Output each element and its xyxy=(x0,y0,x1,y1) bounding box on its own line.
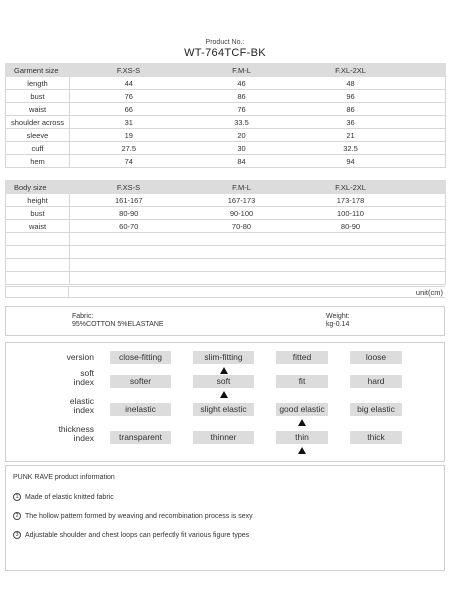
fabric-label: Fabric: xyxy=(72,313,94,320)
unit-row xyxy=(5,286,445,298)
info-item-number: 1 xyxy=(13,493,21,501)
info-item-number: 3 xyxy=(13,531,21,539)
empty-cell xyxy=(6,272,70,285)
measure-value: 44 xyxy=(70,77,188,90)
selected-marker-icon xyxy=(298,419,306,426)
empty-cell xyxy=(406,272,446,285)
property-option: thinner xyxy=(193,431,254,444)
info-item-text: The hollow pattern formed by weaving and recombination process is sexy xyxy=(25,512,253,520)
info-item-number: 2 xyxy=(13,512,21,520)
row-filler xyxy=(406,194,446,207)
table-header-row xyxy=(6,64,446,77)
info-item xyxy=(13,493,114,501)
table-row xyxy=(6,142,446,155)
garment-size-table xyxy=(5,63,446,168)
empty-cell xyxy=(296,259,406,272)
property-option: fitted xyxy=(276,351,328,364)
empty-cell xyxy=(296,272,406,285)
empty-cell xyxy=(188,246,296,259)
empty-row xyxy=(6,259,446,272)
info-item xyxy=(13,512,253,520)
empty-cell xyxy=(70,272,188,285)
table-row xyxy=(6,129,446,142)
selected-marker-icon xyxy=(298,447,306,454)
product-code: WT-764TCF-BK xyxy=(184,47,266,59)
size-header: F.XS-S xyxy=(70,181,188,194)
fabric-block xyxy=(72,313,164,329)
row-filler xyxy=(406,142,446,155)
empty-row xyxy=(6,272,446,285)
product-info-panel xyxy=(5,465,445,571)
table-header-row xyxy=(6,181,446,194)
empty-cell xyxy=(70,233,188,246)
measure-value: 86 xyxy=(188,90,296,103)
property-label-line: elastic xyxy=(69,396,94,406)
body-size-table xyxy=(5,180,446,285)
measure-value: 94 xyxy=(296,155,406,168)
empty-cell xyxy=(70,246,188,259)
empty-cell xyxy=(188,233,296,246)
measure-name: length xyxy=(6,77,70,90)
header-filler xyxy=(406,181,446,194)
empty-cell xyxy=(70,259,188,272)
info-item-text: Adjustable shoulder and chest loops can perfectly fit various figure types xyxy=(25,531,250,539)
row-filler xyxy=(406,220,446,233)
measure-name: bust xyxy=(6,90,70,103)
measure-name: shoulder across xyxy=(6,116,70,129)
empty-cell xyxy=(6,233,70,246)
measure-value: 86 xyxy=(296,103,406,116)
measure-value: 100-110 xyxy=(296,207,406,220)
empty-cell xyxy=(6,246,70,259)
product-no-label: Product No.: xyxy=(205,39,245,46)
property-label xyxy=(26,353,94,362)
fabric-value: 95%COTTON 5%ELASTANE xyxy=(72,321,164,328)
measure-value: 84 xyxy=(188,155,296,168)
property-label-line: index xyxy=(73,433,94,443)
property-option: big elastic xyxy=(350,403,402,416)
measure-value: 161-167 xyxy=(70,194,188,207)
size-header: F.XL-2XL xyxy=(296,64,406,77)
measure-value: 80-90 xyxy=(70,207,188,220)
measure-name: waist xyxy=(6,103,70,116)
weight-label: Weight: xyxy=(326,313,350,320)
property-option: fit xyxy=(276,375,328,388)
property-option: transparent xyxy=(110,431,171,444)
size-header: F.XS-S xyxy=(70,64,188,77)
property-label-line: soft xyxy=(80,368,94,378)
property-label-line: thickness xyxy=(58,424,94,434)
measure-value: 90-100 xyxy=(188,207,296,220)
measure-name: height xyxy=(6,194,70,207)
measure-name: bust xyxy=(6,207,70,220)
row-filler xyxy=(406,207,446,220)
empty-cell xyxy=(406,259,446,272)
row-filler xyxy=(406,116,446,129)
measure-name: cuff xyxy=(6,142,70,155)
measure-value: 21 xyxy=(296,129,406,142)
empty-cell xyxy=(188,259,296,272)
measure-value: 27.5 xyxy=(70,142,188,155)
property-option: close-fitting xyxy=(110,351,171,364)
table-row xyxy=(6,116,446,129)
empty-row xyxy=(6,246,446,259)
table-row xyxy=(6,194,446,207)
table-row xyxy=(6,220,446,233)
table-row xyxy=(6,155,446,168)
info-item-text: Made of elastic knitted fabric xyxy=(25,493,114,501)
property-label-line: index xyxy=(73,377,94,387)
empty-cell xyxy=(406,233,446,246)
empty-cell xyxy=(296,246,406,259)
measure-value: 31 xyxy=(70,116,188,129)
measure-value: 167-173 xyxy=(188,194,296,207)
property-label-line: version xyxy=(66,352,94,362)
table-header-title: Body size xyxy=(6,181,70,194)
property-option: loose xyxy=(350,351,402,364)
measure-name: waist xyxy=(6,220,70,233)
measure-value: 76 xyxy=(188,103,296,116)
empty-cell xyxy=(188,272,296,285)
info-title: PUNK RAVE product information xyxy=(13,474,115,481)
properties-panel xyxy=(5,342,445,462)
info-item xyxy=(13,531,249,539)
property-option: slim-fitting xyxy=(193,351,254,364)
property-option: inelastic xyxy=(110,403,171,416)
row-filler xyxy=(406,103,446,116)
table-row xyxy=(6,77,446,90)
selected-marker-icon xyxy=(220,391,228,398)
weight-block xyxy=(326,313,350,329)
measure-value: 36 xyxy=(296,116,406,129)
product-header xyxy=(0,38,450,60)
table-row xyxy=(6,103,446,116)
weight-value: kg-0.14 xyxy=(326,321,350,328)
measure-value: 33.5 xyxy=(188,116,296,129)
empty-cell xyxy=(296,233,406,246)
property-label xyxy=(26,369,94,387)
property-option: thin xyxy=(276,431,328,444)
size-header: F.M-L xyxy=(188,64,296,77)
measure-value: 30 xyxy=(188,142,296,155)
table-header-title: Garment size xyxy=(6,64,70,77)
row-filler xyxy=(406,155,446,168)
measure-value: 80-90 xyxy=(296,220,406,233)
property-option: softer xyxy=(110,375,171,388)
unit-label: unit(cm) xyxy=(415,288,443,297)
empty-cell xyxy=(6,259,70,272)
selected-marker-icon xyxy=(220,367,228,374)
measure-value: 32.5 xyxy=(296,142,406,155)
measure-value: 46 xyxy=(188,77,296,90)
size-header: F.M-L xyxy=(188,181,296,194)
measure-value: 48 xyxy=(296,77,406,90)
measure-value: 96 xyxy=(296,90,406,103)
property-option: soft xyxy=(193,375,254,388)
property-option: hard xyxy=(350,375,402,388)
table-row xyxy=(6,90,446,103)
measure-name: hem xyxy=(6,155,70,168)
measure-value: 173-178 xyxy=(296,194,406,207)
measure-value: 74 xyxy=(70,155,188,168)
unit-row-left-cell xyxy=(5,286,69,298)
property-label xyxy=(26,425,94,443)
property-option: slight elastic xyxy=(193,403,254,416)
measure-value: 70-80 xyxy=(188,220,296,233)
fabric-panel xyxy=(5,306,445,336)
measure-value: 20 xyxy=(188,129,296,142)
row-filler xyxy=(406,129,446,142)
header-filler xyxy=(406,64,446,77)
property-option: thick xyxy=(350,431,402,444)
empty-cell xyxy=(406,246,446,259)
property-option: good elastic xyxy=(276,403,328,416)
measure-value: 66 xyxy=(70,103,188,116)
measure-value: 76 xyxy=(70,90,188,103)
table-row xyxy=(6,207,446,220)
measure-value: 60-70 xyxy=(70,220,188,233)
empty-row xyxy=(6,233,446,246)
row-filler xyxy=(406,77,446,90)
row-filler xyxy=(406,90,446,103)
property-label xyxy=(26,397,94,415)
property-label-line: index xyxy=(73,405,94,415)
measure-name: sleeve xyxy=(6,129,70,142)
size-header: F.XL-2XL xyxy=(296,181,406,194)
measure-value: 19 xyxy=(70,129,188,142)
